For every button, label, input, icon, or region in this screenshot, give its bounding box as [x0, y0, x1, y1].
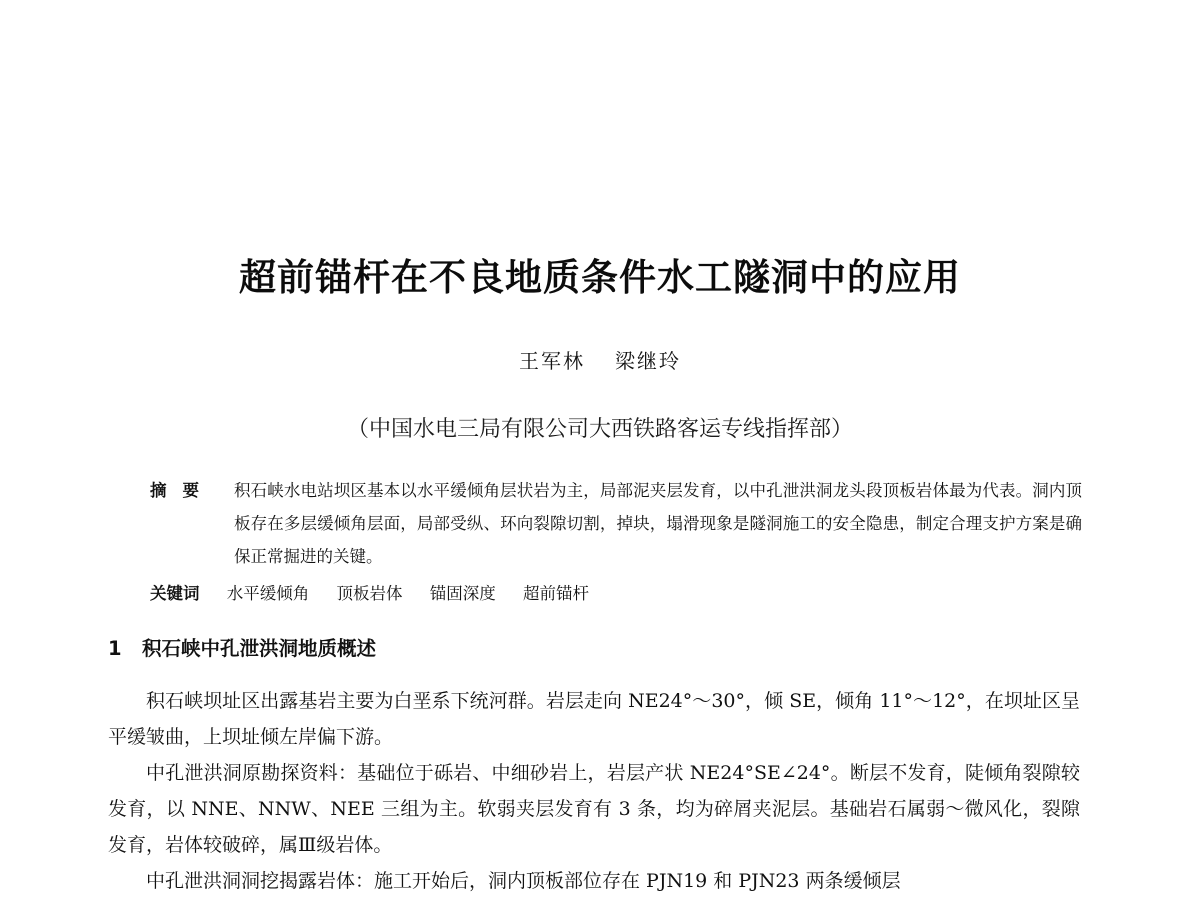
keyword: 锚固深度 [429, 584, 496, 603]
section-title: 积石峡中孔泄洪洞地质概述 [142, 637, 377, 660]
author-name: 梁继玲 [615, 349, 681, 373]
body-paragraph: 积石峡坝址区出露基岩主要为白垩系下统河群。岩层走向 NE24°～30°，倾 SE，倾角 11°～12°，在坝址区呈平缓皱曲，上坝址倾左岸偏下游。 [108, 690, 1080, 748]
section-number: 1 [108, 637, 122, 660]
abstract-text: 积石峡水电站坝区基本以水平缓倾角层状岩为主，局部泥夹层发育，以中孔泄洪洞龙头段顶板岩体最为代表。洞内顶板存在多层缓倾角层面，局部受纵、环向裂隙切割，掉块，塌滑现象是隧洞施工的安全隐患，制定合理支护方案是确保正常掘进的关键。 [234, 481, 1082, 566]
keywords-line [150, 577, 1082, 610]
author-list [0, 345, 1200, 374]
author-affiliation: （中国水电三局有限公司大西铁路客运专线指挥部） [346, 417, 853, 442]
author-name: 王军林 [519, 349, 585, 373]
abstract-label: 摘要 [150, 481, 215, 500]
body-paragraph: 中孔泄洪洞原勘探资料：基础位于砾岩、中细砂岩上，岩层产状 NE24°SE∠24°。断层不发育，陡倾角裂隙较发育，以 NNE、NNW、NEE 三组为主。软弱夹层发育有 3 条，均为碎屑夹泥层。基础岩石属弱～微风化，裂隙发育，岩体较破碎，属Ⅲ级岩体。 [108, 762, 1080, 856]
abstract-block [150, 474, 1082, 573]
keywords-label: 关键词 [150, 584, 200, 603]
keyword: 顶板岩体 [336, 584, 403, 603]
keyword: 超前锚杆 [523, 584, 589, 603]
section-heading [108, 633, 376, 661]
body-text [108, 683, 1080, 899]
keyword: 水平缓倾角 [226, 584, 310, 603]
paper-title: 超前锚杆在不良地质条件水工隧洞中的应用 [239, 256, 961, 299]
body-paragraph: 中孔泄洪洞洞挖揭露岩体：施工开始后，洞内顶板部位存在 PJN19 和 PJN23 两条缓倾层 [146, 870, 901, 892]
